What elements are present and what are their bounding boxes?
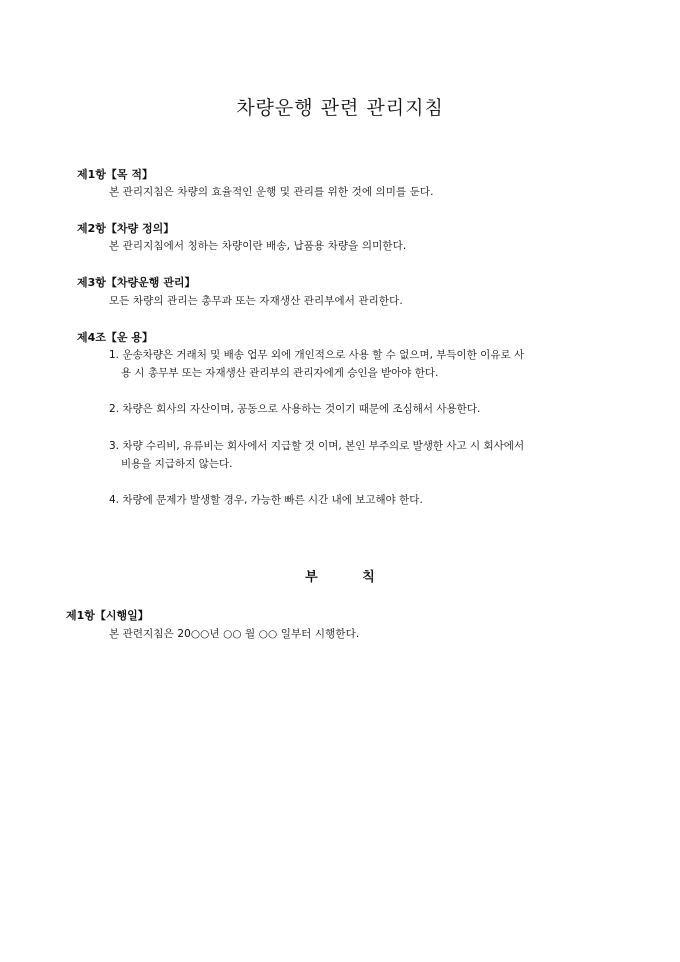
section-body: 본 관리지침은 차량의 효율적인 운행 및 관리를 위한 것에 의미를 둔다. (109, 186, 434, 198)
list-item (109, 346, 619, 382)
document-title: 차량운행 관련 관리지침 (236, 97, 444, 119)
list-item-line: 3. 차량 수리비, 유류비는 회사에서 지급할 것 이며, 본인 부주의로 발생한 사고 시 회사에서 (109, 440, 525, 452)
section-heading: 제1항【목 적】 (77, 168, 153, 181)
section-heading: 제3항【차량운행 관리】 (77, 276, 196, 289)
section-body: 본 관련지침은 20○○년 ○○ 월 ○○ 일부터 시행한다. (109, 628, 360, 640)
section-body: 본 관리지침에서 칭하는 차량이란 배송, 납품용 차량을 의미한다. (109, 240, 407, 252)
section-heading: 제2항【차량 정의】 (77, 222, 175, 235)
supplementary-title: 부 칙 (305, 570, 375, 585)
list-item-line: 4. 차량에 문제가 발생할 경우, 가능한 빠른 시간 내에 보고해야 한다. (109, 494, 423, 506)
list-item-line: 비용을 지급하지 않는다. (121, 458, 233, 470)
list-item-line: 용 시 총무부 또는 자재생산 관리부의 관리자에게 승인을 받아야 한다. (121, 367, 439, 379)
section-heading: 제1항【시행일】 (66, 609, 149, 622)
list-item-line: 2. 차량은 회사의 자산이며, 공동으로 사용하는 것이기 때문에 조심해서 사용한다. (109, 403, 481, 415)
list-item (109, 437, 619, 473)
list-item (109, 400, 619, 418)
list-item (109, 491, 619, 509)
list-item-line: 1. 운송차량은 거래처 및 배송 업무 외에 개인적으로 사용 할 수 없으며, 부득이한 이유로 사 (109, 349, 525, 361)
section-heading: 제4조【운 용】 (77, 331, 153, 344)
section-body: 모든 차량의 관리는 총무과 또는 자재생산 관리부에서 관리한다. (109, 295, 403, 307)
